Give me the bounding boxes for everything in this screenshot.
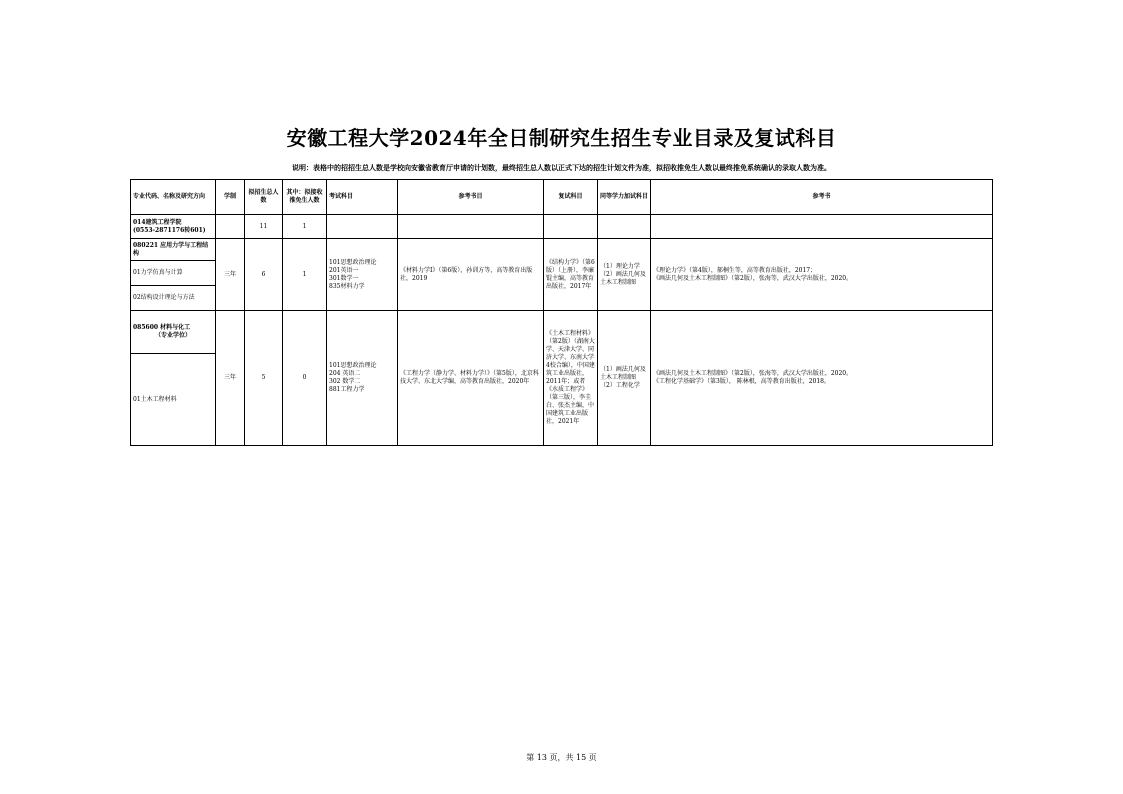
header-total: 拟招生总人数 <box>245 180 283 215</box>
header-equal: 同等学力加试科目 <box>598 180 651 215</box>
header-retest: 复试科目 <box>544 180 598 215</box>
exam-subject: 101思想政治理论 <box>329 258 377 266</box>
major-total: 6 <box>245 239 283 311</box>
exam-subjects <box>327 311 398 446</box>
school-row <box>131 215 993 239</box>
major-years: 三年 <box>216 311 245 446</box>
exam-subject: 201英语一 <box>329 266 359 274</box>
major-exempt: 0 <box>283 311 327 446</box>
header-exempt: 其中：拟接收推免生人数 <box>283 180 327 215</box>
research-direction: 01力学仿真与计算 <box>131 261 216 286</box>
research-direction: 01土木工程材料 <box>131 354 216 446</box>
table-row <box>131 239 993 261</box>
retest-subject: 《结构力学》（第6版）（上册），李廉锟主编，高等教育出版社，2017年 <box>544 239 598 311</box>
major-type: （专业学位） <box>154 332 191 339</box>
research-direction: 02结构设计理论与方法 <box>131 286 216 311</box>
reference-item: 《画法几何及土木工程制图》（第2版），张海等，武汉大学出版社，2020。 <box>653 274 853 282</box>
header-books: 参考书目 <box>398 180 544 215</box>
exam-subject: 101思想政治理论 <box>329 362 377 369</box>
major-total: 5 <box>245 311 283 446</box>
school-name <box>131 215 216 239</box>
equal-subject: （1）理论力学 <box>600 262 640 270</box>
equal-subject: （2）工程化学 <box>600 382 640 389</box>
major-exempt: 1 <box>283 239 327 311</box>
school-total: 11 <box>245 215 283 239</box>
header-ref: 参考书 <box>651 180 993 215</box>
header-major: 专业代码、名称及研究方向 <box>131 180 216 215</box>
retest-reference <box>651 239 993 311</box>
exam-subject: 881工程力学 <box>329 386 365 393</box>
major-code-name: 080221 应用力学与工程结构 <box>131 239 216 261</box>
major-years: 三年 <box>216 239 245 311</box>
major-code-name-text: 085600 材料与化工 <box>133 324 191 331</box>
catalog-note: 说明：表格中的招招生总人数是学校向安徽省教育厅申请的计划数，最终招生总人数以正式下达的招生计划文件为准，拟招收推免生人数以最终推免系统确认的录取人数为准。 <box>292 163 831 172</box>
catalog-table <box>130 179 993 446</box>
equal-level-subjects <box>598 311 651 446</box>
equal-subject: （1）画法几何及土木工程制图 <box>600 366 646 381</box>
reference-books: 《工程力学（静力学、材料力学）》（第5版），北京科技大学、东北大学编，高等教育出版社，2020年 <box>398 311 544 446</box>
reference-item: 《工程化学基础学》（第3版）， 陈林根，高等教育出版社，2018。 <box>653 378 830 385</box>
reference-item: 《理论力学》（第4版），郝桐生等，高等教育出版社，2017； <box>653 266 817 274</box>
reference-item: 《画法几何及土木工程制图》（第2版），张海等，武汉大学出版社，2020。 <box>653 370 853 377</box>
school-name-text: 014建筑工程学院 <box>133 218 182 226</box>
reference-books: 《材料力学Ⅰ》（第6版），孙训方等，高等教育出版社，2019 <box>398 239 544 311</box>
header-row <box>131 180 993 215</box>
equal-subject: （2）画法几何及土木工程制图 <box>600 270 646 286</box>
exam-subject: 301数学一 <box>329 274 359 282</box>
major-code-name <box>131 311 216 354</box>
header-years: 学制 <box>216 180 245 215</box>
retest-subject: 《土木工程材料》（第2版）（湖南大学、天津大学、同济大学、东南大学4校合编），中国建筑工业出版社，2011年；或者《水质工程学》（第三版），李圭白、张杰主编，中国建筑工业出版社，2021年 <box>544 311 598 446</box>
exam-subject: 302 数学二 <box>329 378 361 385</box>
exam-subject: 204 英语二 <box>329 370 361 377</box>
exam-subject: 835材料力学 <box>329 282 365 290</box>
exam-subjects <box>327 239 398 311</box>
table-row <box>131 311 993 354</box>
header-exam: 考试科目 <box>327 180 398 215</box>
retest-reference <box>651 311 993 446</box>
school-exempt: 1 <box>283 215 327 239</box>
school-phone: (0553-2871176转601) <box>133 226 206 234</box>
page-number: 第 13 页，共 15 页 <box>526 753 597 762</box>
equal-level-subjects <box>598 239 651 311</box>
page-title: 安徽工程大学2024年全日制研究生招生专业目录及复试科目 <box>286 126 837 150</box>
